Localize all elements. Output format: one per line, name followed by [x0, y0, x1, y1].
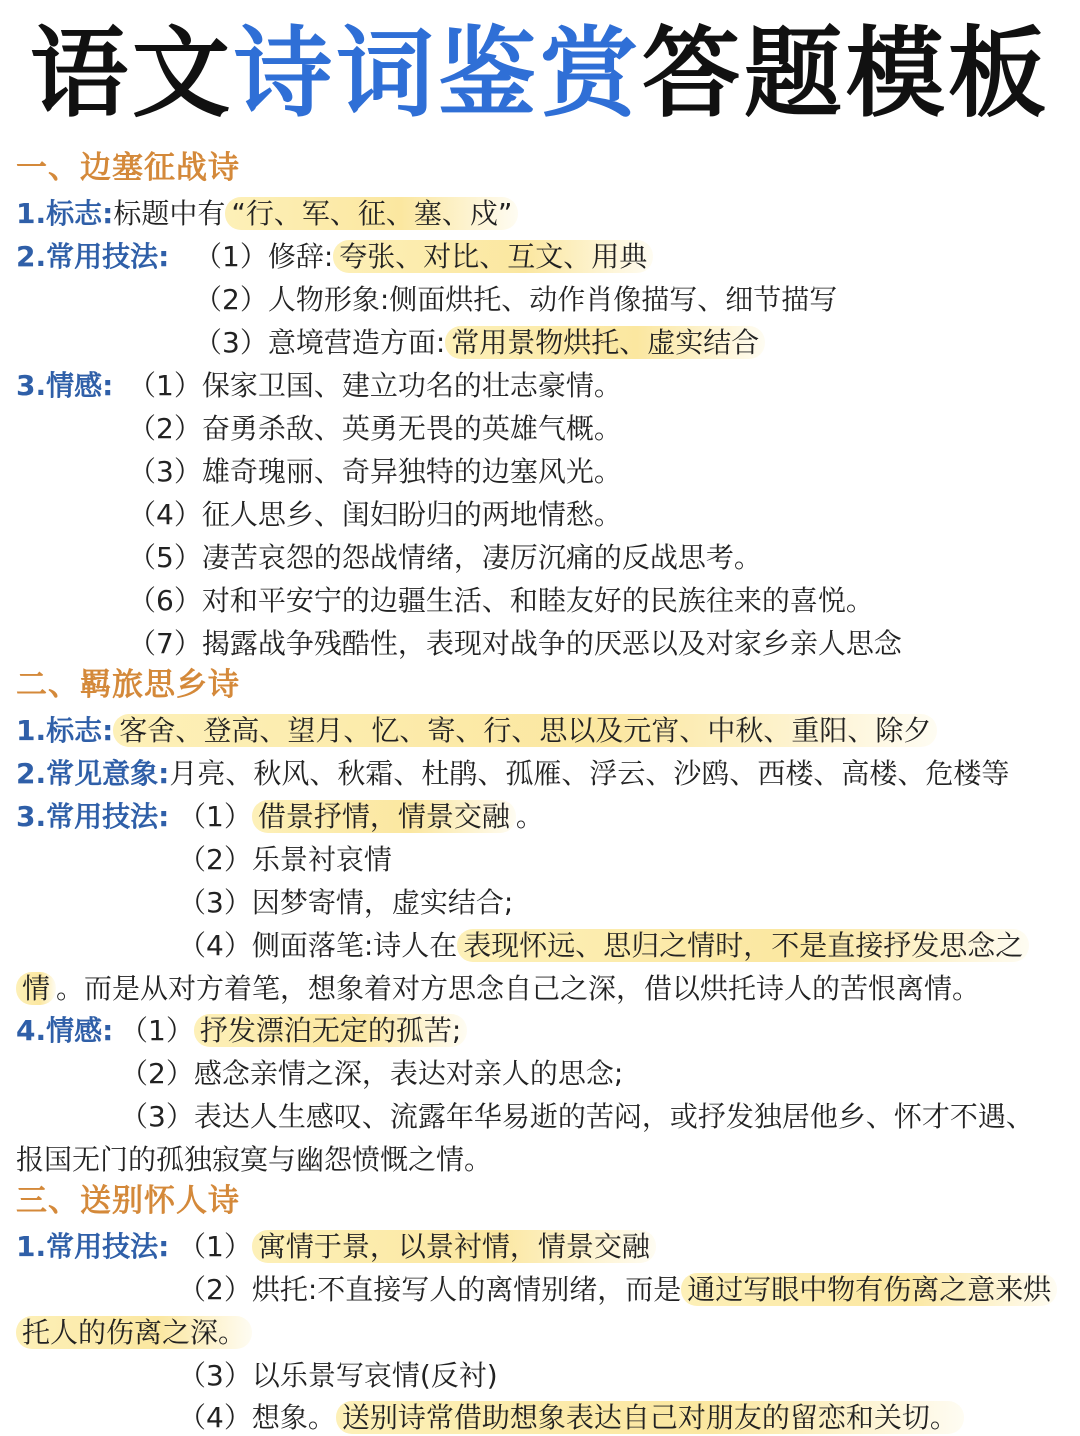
s1-line-8: （4）征人思乡、闺妇盼归的两地情愁。 [128, 498, 622, 531]
s2-line-5: （3）因梦寄情，虚实结合; [178, 886, 514, 919]
section-heading-homesick: 二、羁旅思乡诗 [16, 667, 240, 703]
s3-line-3 [16, 1315, 252, 1351]
s2-line-7 [16, 971, 980, 1007]
s3-line-5-text: （4）想象。 [178, 1401, 336, 1434]
s1-line-2-label: 2.常用技法: [16, 240, 170, 273]
s1-line-6: （2）奋勇杀敌、英勇无畏的英雄气概。 [128, 412, 622, 445]
s3-line-2-text: （2）烘托:不直接写人的离情别绪，而是 [178, 1273, 682, 1306]
s3-line-2-highlight: 通过写眼中物有伤离之意来烘 [681, 1273, 1057, 1306]
s2-line-1 [16, 713, 937, 749]
s1-line-1 [16, 196, 518, 232]
s1-line-2 [16, 239, 653, 275]
s1-line-4 [194, 325, 765, 361]
s3-line-2 [178, 1272, 1057, 1308]
s2-line-7-text: 。而是从对方着笔，想象着对方思念自己之深，借以烘托诗人的苦恨离情。 [56, 972, 981, 1005]
s2-line-2 [16, 756, 1009, 792]
s3-line-1 [16, 1229, 656, 1265]
s2-line-1-highlight: 客舍、登高、望月、忆、寄、行、思以及元宵、中秋、重阳、除夕 [113, 714, 937, 747]
s1-line-4-text: （3）意境营造方面: [194, 326, 446, 359]
s2-line-10: （3）表达人生感叹、流露年华易逝的苦闷，或抒发独居他乡、怀才不遇、 [120, 1100, 1034, 1133]
s2-line-8 [16, 1013, 467, 1049]
s2-line-2-label: 2.常见意象: [16, 757, 170, 790]
s1-line-5 [16, 368, 622, 404]
s3-line-1-highlight: 寓情于景，以景衬情，情景交融 [252, 1230, 656, 1263]
title-part-2: 诗词鉴赏 [233, 17, 642, 131]
s1-line-1-label: 1.标志: [16, 197, 114, 230]
s2-line-2-text: 月亮、秋风、秋霜、杜鹃、孤雁、浮云、沙鸥、西楼、高楼、危楼等 [169, 757, 1010, 790]
page-title [0, 18, 1080, 130]
s1-line-11: （7）揭露战争残酷性，表现对战争的厌恶以及对家乡亲人思念 [128, 627, 902, 660]
title-part-1: 语文 [29, 17, 234, 131]
s3-line-5-highlight: 送别诗常借助想象表达自己对朋友的留恋和关切。 [336, 1401, 964, 1434]
title-part-3: 答题模板 [642, 17, 1051, 131]
s3-line-1-text: （1） [178, 1230, 252, 1263]
s1-line-1-highlight: “行、军、征、塞、戍” [225, 197, 518, 230]
s2-line-3-label: 3.常用技法: [16, 800, 170, 833]
s2-line-9: （2）感念亲情之深，表达对亲人的思念; [120, 1057, 624, 1090]
s2-line-3-text-a: （1） [178, 800, 252, 833]
s1-line-7: （3）雄奇瑰丽、奇异独特的边塞风光。 [128, 455, 622, 488]
s1-line-9: （5）凄苦哀怨的怨战情绪，凄厉沉痛的反战思考。 [128, 541, 762, 574]
s2-line-3-highlight: 借景抒情，情景交融 [252, 800, 516, 833]
s2-line-11: 报国无门的孤独寂寞与幽怨愤慨之情。 [16, 1143, 493, 1176]
s2-line-8-highlight: 抒发漂泊无定的孤苦; [194, 1014, 467, 1047]
s1-line-5-label: 3.情感: [16, 369, 114, 402]
s1-line-4-highlight: 常用景物烘托、虚实结合 [445, 326, 765, 359]
s2-line-6 [178, 928, 1029, 964]
s2-line-3 [16, 799, 544, 835]
s3-line-1-label: 1.常用技法: [16, 1230, 170, 1263]
section-heading-frontier: 一、边塞征战诗 [16, 150, 240, 186]
s2-line-1-label: 1.标志: [16, 714, 114, 747]
s2-line-7-highlight: 情 [16, 972, 56, 1005]
section-heading-farewell: 三、送别怀人诗 [16, 1183, 240, 1219]
s2-line-4: （2）乐景衬哀情 [178, 843, 392, 876]
s2-line-3-text-b: 。 [515, 800, 544, 833]
s2-line-8-label: 4.情感: [16, 1014, 114, 1047]
s2-line-6-text: （4）侧面落笔:诗人在 [178, 929, 458, 962]
s1-line-3: （2）人物形象:侧面烘托、动作肖像描写、细节描写 [194, 283, 838, 316]
s3-line-3-highlight: 托人的伤离之深。 [16, 1316, 252, 1349]
s1-line-1-text: 标题中有 [113, 197, 226, 230]
s1-line-10: （6）对和平安宁的边疆生活、和睦友好的民族往来的喜悦。 [128, 584, 874, 617]
s1-line-2-text: （1）修辞: [194, 240, 334, 273]
s1-line-2-highlight: 夸张、对比、互文、用典 [333, 240, 653, 273]
s1-line-5-text: （1）保家卫国、建立功名的壮志豪情。 [128, 369, 622, 402]
s2-line-6-highlight: 表现怀远、思归之情时，不是直接抒发思念之 [457, 929, 1029, 962]
s2-line-8-text: （1） [120, 1014, 194, 1047]
s3-line-4: （3）以乐景写哀情(反衬) [178, 1359, 498, 1392]
